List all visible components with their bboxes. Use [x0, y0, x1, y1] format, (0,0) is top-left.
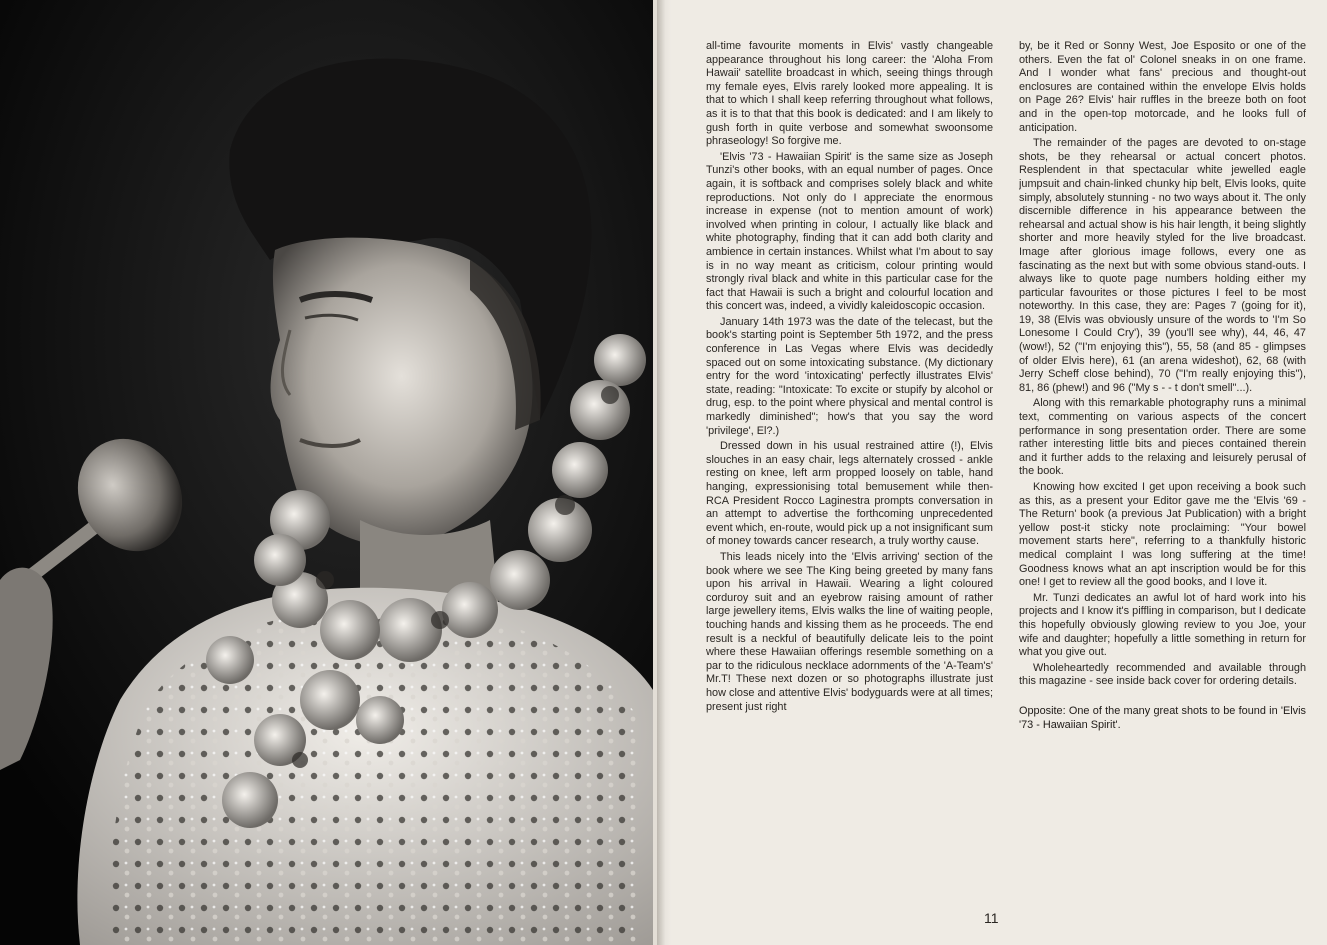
paragraph: Dressed down in his usual restrained attire (!), Elvis slouches in an easy chair, legs alternately crossed - ankle resting on knee, left arm propped loosely on table, hand hanging, expressionising total bemusement while then-RCA President Rocco Laginestra prompts conversation in an attempt to advertise the forthcoming unprecedented event which, en-route, would pick up a not insignificant sum of money towards cancer research, a truly worthy cause.	[706, 440, 993, 548]
photo-caption: Opposite: One of the many great shots to be found in 'Elvis '73 - Hawaiian Spirit'.	[1019, 704, 1306, 731]
left-page	[0, 0, 657, 945]
page-gutter	[657, 0, 671, 945]
paragraph: Knowing how excited I get upon receiving a book such as this, as a present your Editor gave me the 'Elvis '69 - The Return' book (a previous Jat Publication) with a bright yellow post-it sticky note proclaiming: "Your bowel movement starts here", referring to a thankfully historic medical complaint I was long suffering at the time! Goodness knows what an apt inscription would be for this one! I get to review all the good books, and I love it.	[1019, 481, 1306, 589]
paragraph: 'Elvis '73 - Hawaiian Spirit' is the same size as Joseph Tunzi's other books, with an equal number of pages. Once again, it is softback and comprises solely black and white reproductions. Not only do I appreciate the enormous increase in expense (not to mention amount of work) involved when printing in colour, I actually like black and white photography, finding that it can add both clarity and ambience in certain instances. Whilst what I'm about to say is in no way meant as criticism, colour printing would strongly rival black and white in this particular case for the fact that Hawaii is such a bright and colourful location and this concert was, indeed, a vividly kaleidoscopic occasion.	[706, 150, 993, 313]
paragraph: all-time favourite moments in Elvis' vastly changeable appearance throughout his long career: the 'Aloha From Hawaii' satellite broadcast in which, seeing things through my female eyes, Elvis rarely looked more appealing. It is that to which I shall keep referring throughout what follows, as it is to that that this book is dedicated: and I am likely to gush forth in quite verbose and somewhat swoonsome phraseology! So forgive me.	[706, 40, 993, 148]
paragraph: The remainder of the pages are devoted to on-stage shots, be they rehearsal or actual concert photos. Resplendent in that spectacular white jewelled eagle jumpsuit and chain-linked chunky hip belt, Elvis looks, quite simply, absolutely stunning - no two ways about it. The only discernible difference in his appearance between the rehearsal and actual show is his hair length, it being slightly shorter and more heavily styled for the live broadcast. Image after glorious image follows, every one as fascinating as the next but with some obvious stand-outs. I always like to quote page numbers holding either my particular favourites or those pictures I feel to be most noteworthy. In this case, they are: Pages 7 (going for it), 19, 38 (Elvis was obviously unsure of the words to 'I'm So Lonesome I Could Cry'), 39 (you'll see why), 44, 46, 47 (wow!), 52 ("I'm enjoying this"), 55, 58 (and 85 - glimpses of older Elvis here), 61 (an arena wideshot), 62, 68 (with Jerry Scheff close behind), 70 ("I'm really enjoying this"), 81, 86 (phew!) and 96 ("My s - - t don't smell"...).	[1019, 137, 1306, 394]
paragraph: This leads nicely into the 'Elvis arriving' section of the book where we see The King being greeted by many fans upon his arrival in Hawaii. Wearing a light coloured corduroy suit and an eyebrow raising amount of rather large jewellery items, Elvis walks the line of waiting people, touching hands and kissing them as he proceeds. The end result is a neckful of beautifully delicate leis to the point where these Hawaiian offerings resemble something on a par to the ridiculous necklace adornments of the 'A-Team's' Mr.T! These next dozen or so photographs illustrate just how close and attentive Elvis' bodyguards were at all times; present just right	[706, 550, 993, 713]
paragraph: Along with this remarkable photography runs a minimal text, commenting on various aspects of the concert performance in song presentation order. There are some rather interesting little bits and pieces contained therein and it further adds to the relaxing and leisurely perusal of the book.	[1019, 397, 1306, 478]
paragraph: January 14th 1973 was the date of the telecast, but the book's starting point is September 5th 1972, and the press conference in Las Vegas where Elvis was decidedly spaced out on some intoxicating substance. (My dictionary entry for the word 'intoxicating' perfectly illustrates Elvis' state, reading: "Intoxicate: To excite or stupify by alcohol or drug, esp. to the point where physical and mental control is markedly diminished"; how's that you say the word 'privilege', El?.)	[706, 315, 993, 437]
paragraph: Mr. Tunzi dedicates an awful lot of hard work into his projects and I know it's piffling in comparison, but I dedicate this hopefully obviously glowing review to you Joe, your wife and daughter; hopefully a little something in return for what you give out.	[1019, 591, 1306, 659]
text-column-right	[1019, 40, 1306, 900]
photo-of-singer-icon	[0, 0, 653, 945]
paragraph: by, be it Red or Sonny West, Joe Esposito or one of the others. Even the fat ol' Colonel sneaks in on one frame. And I wonder what fans' precious and thought-out enclosures are contained within the envelope Elvis holds on Page 26? Elvis' hair ruffles in the breeze both on foot and in the open-top motorcade, and he looks full of anticipation.	[1019, 40, 1306, 134]
text-column-left	[706, 40, 993, 900]
page-number: 11	[984, 910, 999, 926]
article-columns	[706, 40, 1306, 900]
performer-photo	[0, 0, 653, 945]
paragraph: Wholeheartedly recommended and available through this magazine - see inside back cover for ordering details.	[1019, 661, 1306, 688]
